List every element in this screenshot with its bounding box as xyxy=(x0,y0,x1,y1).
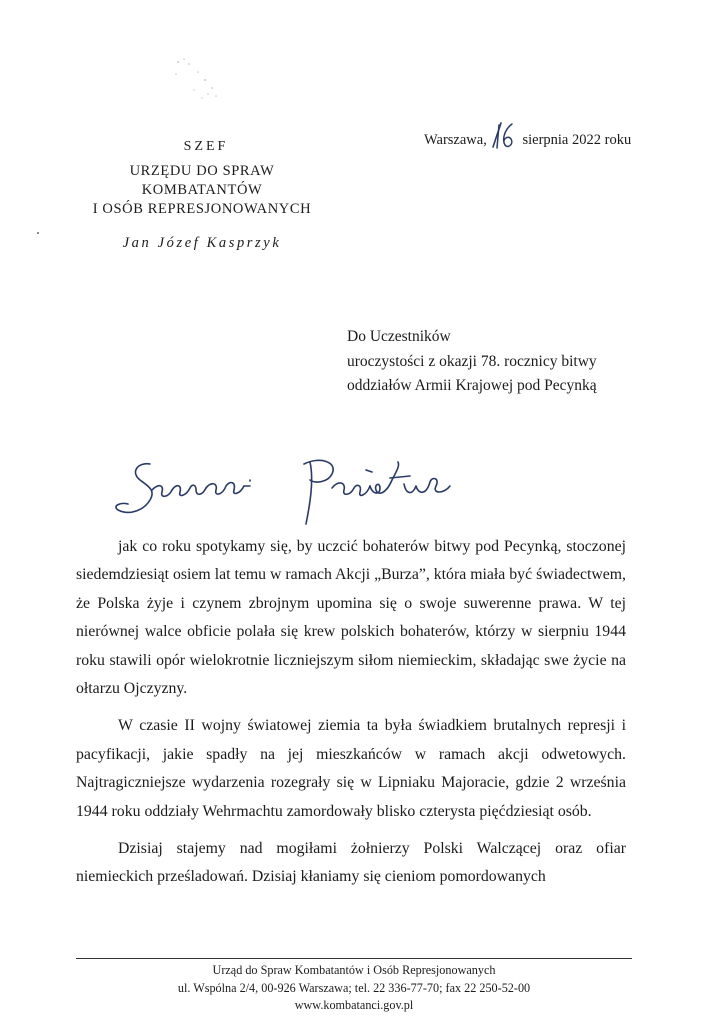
header-org-line1: URZĘDU DO SPRAW KOMBATANTÓW xyxy=(129,163,275,198)
footer-divider xyxy=(76,958,632,959)
date-city: Warszawa, xyxy=(424,132,487,148)
handwritten-salutation xyxy=(110,450,470,540)
recipient-line3: oddziałów Armii Krajowej pod Pecynką xyxy=(347,377,597,394)
recipient-line2: uroczystości z okazji 78. rocznicy bitwy xyxy=(347,352,597,370)
date-rest: sierpnia 2022 roku xyxy=(522,132,632,148)
sender-header xyxy=(72,138,332,252)
header-title: SZEF xyxy=(183,139,229,154)
footer-line2: ul. Wspólna 2/4, 00-926 Warszawa; tel. 22 336-77-70; fax 22 250-52-00 xyxy=(177,980,531,995)
letter-date xyxy=(424,130,631,154)
scan-speck xyxy=(37,232,39,234)
footer-address xyxy=(76,962,632,1015)
footer-line1: Urząd do Spraw Kombatantów i Osób Represjonowanych xyxy=(212,963,496,977)
faint-eagle-emblem xyxy=(158,50,228,110)
recipient-line1: Do Uczestników xyxy=(347,328,451,345)
sender-name: Jan Józef Kasprzyk xyxy=(122,235,282,251)
footer-website: www.kombatanci.gov.pl xyxy=(294,998,414,1012)
header-org xyxy=(72,162,332,219)
body-paragraph-2: W czasie II wojny światowej ziemia ta była świadkiem brutalnych represji i pacyfikacji, jakie spadły na jej mieszkańców w ramach akcji odwetowych. Najtragiczniejsze wydarzenia rozegrały się w Lipniaku Majoracie, gdzie 2 września 1944 roku oddziały Wehrmachtu zamordowały blisko czterysta pięćdziesiąt osób. xyxy=(76,717,626,820)
date-day-handwritten xyxy=(487,130,519,154)
letter-body xyxy=(76,533,626,901)
recipient-block xyxy=(347,325,597,399)
body-paragraph-1: jak co roku spotykamy się, by uczcić bohaterów bitwy pod Pecynką, stoczonej siedemdziesiąt osiem lat temu w ramach Akcji „Burza”, która miała być świadectwem, że Polska żyje i czynem zbrojnym upomina się o swoje suwerenne prawa. W tej nierównej walce obficie polała się krew polskich bohaterów, którzy w sierpniu 1944 roku stawili opór wielokrotnie liczniejszym siłom niemieckim, składając swe życie na ołtarzu Ojczyzny. xyxy=(76,538,626,698)
header-org-line2: I OSÓB REPRESJONOWANYCH xyxy=(92,201,312,217)
body-paragraph-3: Dzisiaj stajemy nad mogiłami żołnierzy Polski Walczącej oraz ofiar niemieckich prześladowań. Dzisiaj kłaniamy się cieniom pomordowanych xyxy=(76,840,626,886)
